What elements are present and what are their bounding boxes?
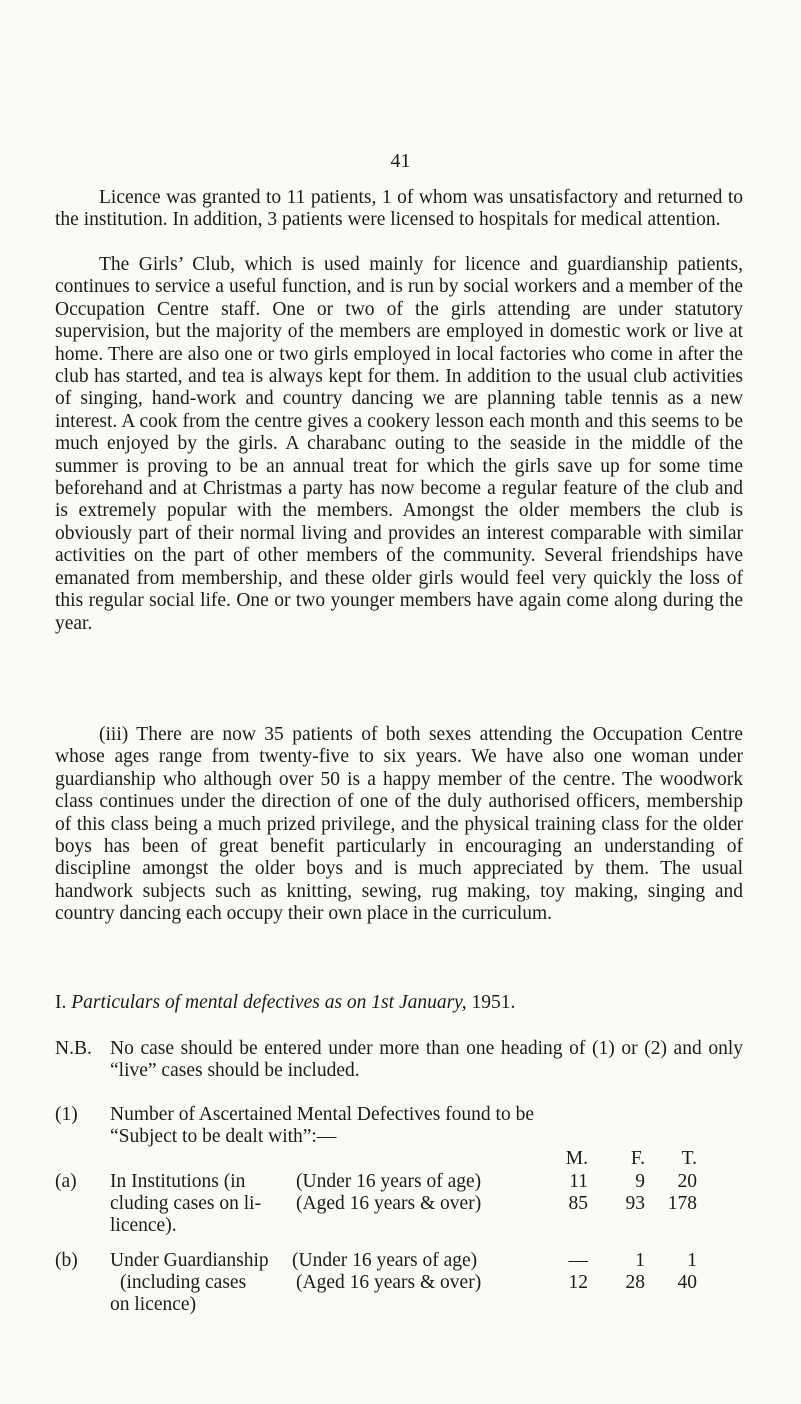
- group-b-row2-f: 28: [625, 1272, 645, 1293]
- group-a-desc-line1: In Institutions (in: [110, 1171, 246, 1192]
- group-a-row1-m: 11: [569, 1171, 588, 1192]
- section-title-part2: January,: [398, 992, 467, 1013]
- group-a-row2-f: 93: [625, 1193, 645, 1214]
- section-heading: [55, 992, 515, 1014]
- group-a-row2-age: (Aged 16 years & over): [296, 1193, 482, 1214]
- group-a-row2-t: 178: [667, 1193, 697, 1214]
- table-intro-line1: Number of Ascertained Mental Defectives found to be: [110, 1104, 534, 1125]
- page-number: 41: [390, 150, 411, 172]
- section-title-ordinal: 1st: [371, 992, 395, 1013]
- section-year: 1951.: [471, 992, 516, 1013]
- table-intro-label: (1): [55, 1104, 78, 1125]
- column-header-f: F.: [630, 1148, 645, 1169]
- group-a-row1-f: 9: [635, 1171, 645, 1192]
- group-b-desc-line2: (including cases: [120, 1272, 247, 1293]
- group-b-desc-line3: on licence): [110, 1294, 197, 1315]
- group-b-desc-line1: Under Guardianship: [110, 1250, 269, 1271]
- paragraph-girls-club: The Girls’ Club, which is used mainly for licence and guardianship patients, continues to service a useful function, and is run by social workers and a member of the Occupation Centre staff. One or two of the girls attending are under statutory supervision, but the majority of the members are employed in domestic work or live at home. There are also one or two girls employed in local factories who come in after the club has started, and tea is always kept for them. In addition to the usual club activities of singing, hand-work and country dancing we are planning table tennis as a new interest. A cook from the centre gives a cookery lesson each month and this seems to be much enjoyed by the girls. A charabanc outing to the seaside in the middle of the summer is proving to be an annual treat for which the girls save up for some time beforehand and at Christmas a party has now become a regular feature of the club and is extremely popular with the members. Amongst the older members the club is obviously part of their normal living and provides an interest comparable with similar activities on the part of other members of the community. Several friendships have emanated from membership, and these older girls would feel very quickly the loss of this regular social life. One or two younger members have again come along during the year.: [55, 254, 743, 634]
- group-b-row1-f: 1: [635, 1250, 645, 1271]
- paragraph-occupation-centre: (iii) There are now 35 patients of both sexes attending the Occupation Centre whose ages range from twenty-five to six years. We have also one woman under guardianship who although over 50 is a happy member of the centre. The woodwork class continues under the direction of one of the duly authorised officers, membership of this class being a much prized privilege, and the physical training class for the older boys has been of great benefit particularly in encouraging an understanding of discipline amongst the older boys and is much appreciated by them. The usual handwork subjects such as knitting, sewing, rug making, toy making, singing and country dancing each occupy their own place in the curriculum.: [55, 724, 743, 925]
- group-b-row1-age: (Under 16 years of age): [292, 1250, 478, 1271]
- group-a-row2-m: 85: [568, 1193, 588, 1214]
- section-title-part1: Particulars of mental defectives as on: [71, 992, 367, 1013]
- table-intro-line2: “Subject to be dealt with”:—: [110, 1126, 337, 1147]
- group-label-b: (b): [55, 1250, 78, 1271]
- column-header-t: T.: [681, 1148, 697, 1169]
- section-number: I.: [55, 992, 67, 1013]
- group-a-row1-t: 20: [677, 1171, 697, 1192]
- group-a-desc-line2: cluding cases on li-: [110, 1193, 262, 1214]
- group-b-row1-t: 1: [687, 1250, 697, 1271]
- paragraph-licence: Licence was granted to 11 patients, 1 of whom was unsatisfactory and returned to the institution. In addition, 3 patients were licensed to hospitals for medical attention.: [55, 187, 743, 231]
- column-header-m: M.: [565, 1148, 588, 1169]
- group-a-row1-age: (Under 16 years of age): [296, 1171, 482, 1192]
- group-b-row1-m: —: [568, 1250, 588, 1271]
- nb-text: No case should be entered under more than one heading of (1) or (2) and only “live” cases should be included.: [110, 1038, 743, 1082]
- group-b-row2-m: 12: [568, 1272, 588, 1293]
- group-a-desc-line3: licence).: [110, 1215, 177, 1236]
- group-b-row2-age: (Aged 16 years & over): [296, 1272, 482, 1293]
- group-label-a: (a): [55, 1171, 77, 1192]
- nb-label: N.B.: [55, 1038, 92, 1059]
- group-b-row2-t: 40: [677, 1272, 697, 1293]
